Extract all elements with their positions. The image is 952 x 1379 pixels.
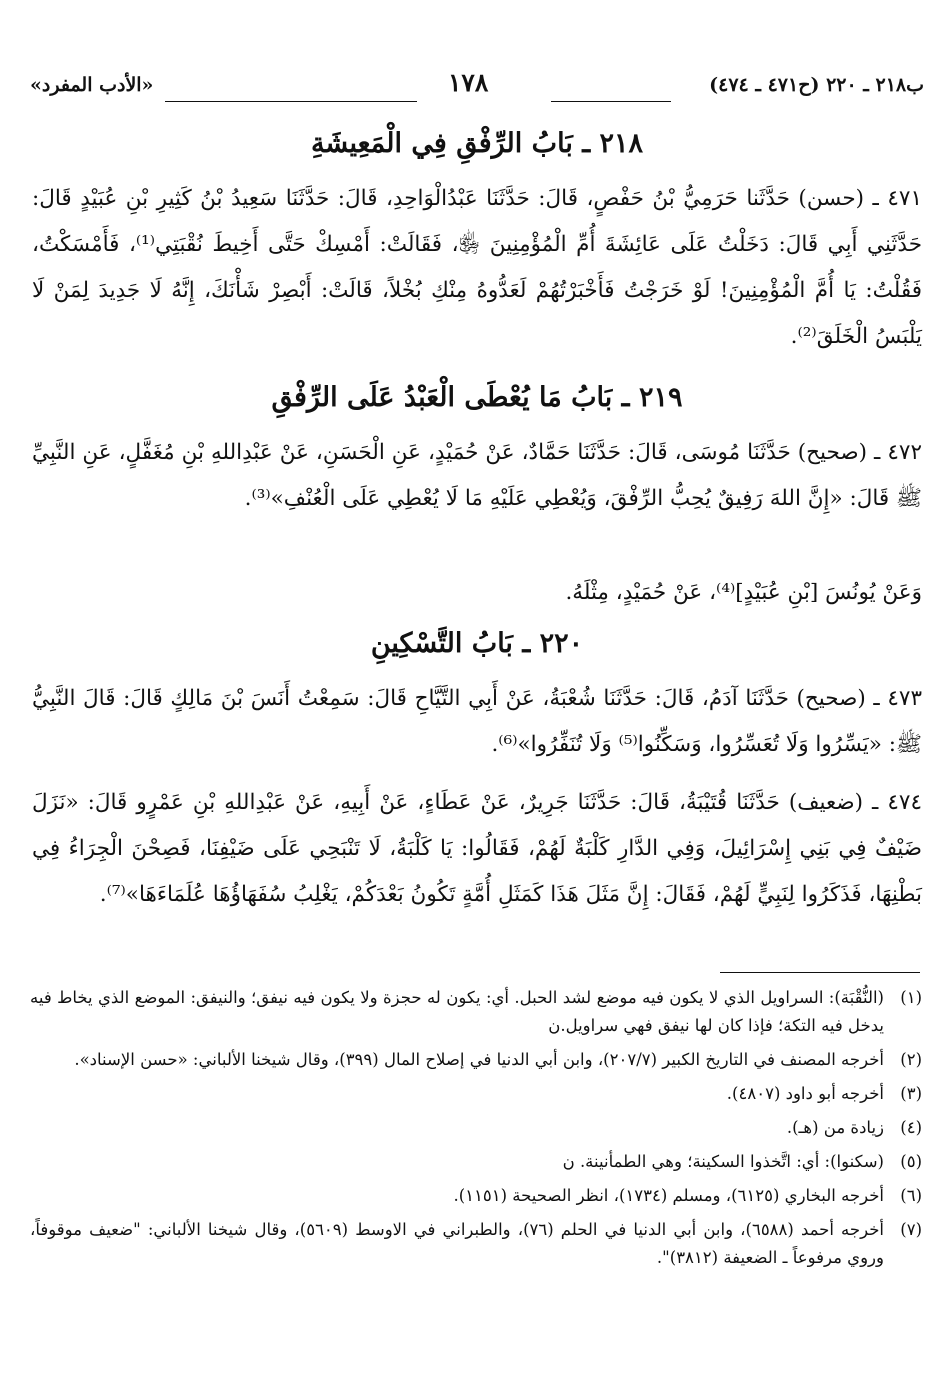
footnote	[30, 1148, 922, 1176]
footnote-text: زيادة من (هـ).	[786, 1118, 884, 1137]
footnote	[30, 984, 922, 1040]
footnote-number: (٧)	[900, 1220, 922, 1239]
hadith-paragraph: ٤٧٣ ـ (صحيح) حَدَّثَنَا آدَمُ، قَالَ: حَدَّثَنَا شُعْبَةُ، عَنْ أَبِي التَّيَّاحِ قَالَ: سَمِعْتُ أَنَسَ بْنَ مَالِكٍ قَالَ: قَالَ النَّبِيُّ ﷺ: «يَسِّرُوا وَلَا تُعَسِّرُوا، وَسَكِّنُوا⁽⁵⁾ وَلَا تُنَفِّرُوا»⁽⁶⁾.	[32, 686, 922, 757]
footnote	[30, 1046, 922, 1074]
page-number: ١٧٨	[448, 68, 489, 97]
footnote-number: (٦)	[900, 1186, 922, 1205]
book-title: «الأدب المفرد»	[30, 74, 154, 96]
footnote-number: (٤)	[900, 1118, 922, 1137]
footnote-text: (النُّقْبَة): السراويل الذي لا يكون فيه موضع لشد الحبل. أي: يكون له حجزة ولا يكون فيه نيفق؛ والنيفق: الموضع الذي يخاط فيه يدخل فيه التكة؛ فإذا كان لها نيفق فهي سراويل.ن	[30, 988, 884, 1035]
chapter-title: ٢١٨ ـ بَابُ الرِّفْقِ فِي الْمَعِيشَةِ	[310, 128, 644, 159]
footnote-number: (٣)	[900, 1084, 922, 1103]
hadith-paragraph: ٤٧١ ـ (حسن) حَدَّثَنا حَرَمِيُّ بْنُ حَفْصٍ، قَالَ: حَدَّثَنَا عَبْدُالْوَاحِدِ، قَالَ: حَدَّثَنَا سَعِيدُ بْنُ كَثِيرِ بْنِ عُبَيْدٍ قَالَ: حَدَّثَنِي أَبِي قَالَ: دَخَلْتُ عَلَى عَائِشَةَ أُمِّ الْمُؤْمِنِينَ ﵂، فَقَالَتْ: أَمْسِكْ حَتَّى أَخِيطَ نُقْبَتِي⁽¹⁾، فَأَمْسَكْتُ، فَقُلْتُ: يَا أُمَّ الْمُؤْمِنِينَ! لَوْ خَرَجْتُ فَأَخْبَرْتُهُمْ لَعَدُّوهُ مِنْكِ بُخْلاً، قَالَتْ: أَبْصِرْ شَأْنَكَ، إِنَّهُ لَا جَدِيدَ لِمَنْ لَا يَلْبَسُ الْخَلَقَ⁽²⁾.	[32, 186, 922, 349]
hadith-paragraph: وَعَنْ يُونُسَ [بْنِ عُبَيْدٍ]⁽⁴⁾، عَنْ حُمَيْدٍ، مِثْلَهُ.	[565, 580, 922, 605]
hadith-paragraph: ٤٧٢ ـ (صحيح) حَدَّثَنَا مُوسَى، قَالَ: حَدَّثَنَا حَمَّادٌ، عَنْ حُمَيْدٍ، عَنِ الْحَسَنِ، عَنْ عَبْدِاللهِ بْنِ مُغَفَّلٍ، عَنِ النَّبِيِّ ﷺ قَالَ: «إِنَّ اللهَ رَفِيقٌ يُحِبُّ الرِّفْقَ، وَيُعْطِي عَلَيْهِ مَا لَا يُعْطِي عَلَى الْعُنْفِ»⁽³⁾.	[32, 440, 922, 511]
header-rule	[551, 101, 671, 102]
footnote-text: أخرجه أحمد (٦٥٨٨)، وابن أبي الدنيا في الحلم (٧٦)، والطبراني في الاوسط (٥٦٠٩)، وقال شيخنا الألباني: "ضعيف موقوفاً، وروي مرفوعاً ـ الضعيفة (٣٨١٢)".	[30, 1220, 884, 1267]
hadith-paragraph: ٤٧٤ ـ (ضعيف) حَدَّثَنَا قُتَيْبَةُ، قَالَ: حَدَّثَنَا جَرِيرٌ، عَنْ عَطَاءٍ، عَنْ أَبِيهِ، عَنْ عَبْدِاللهِ بْنِ عَمْرٍو قَالَ: «نَزَلَ ضَيْفٌ فِي بَنِي إِسْرَائِيلَ، وَفِي الدَّارِ كَلْبَةٌ لَهُمْ، فَقَالُوا: يَا كَلْبَةُ، لَا تَنْبَحِي عَلَى ضَيْفِنَا، فَصِحْنَ الْجِرَاءُ فِي بَطْنِهَا، فَذَكَرُوا لِنَبِيٍّ لَهُمْ، فَقَالَ: إِنَّ مَثَلَ هَذَا كَمَثَلِ أُمَّةٍ تَكُونُ بَعْدَكُمْ، يَغْلِبُ سُفَهَاؤُهَا عُلَمَاءَهَا»⁽⁷⁾.	[32, 790, 922, 907]
footnote-text: أخرجه المصنف في التاريخ الكبير (٢٠٧/٧)، وابن أبي الدنيا في إصلاح المال (٣٩٩)، وقال شيخنا الألباني: «حسن الإسناد».	[74, 1050, 884, 1069]
chapter-title: ٢١٩ ـ بَابُ مَا يُعْطَى الْعَبْدُ عَلَى الرِّفْقِ	[271, 382, 683, 413]
footnote-number: (١)	[900, 988, 922, 1007]
footnote	[30, 1080, 922, 1108]
section-reference: ب٢١٨ ـ ٢٢٠ (ح٤٧١ ـ ٤٧٤)	[709, 74, 924, 96]
footnote	[30, 1114, 922, 1142]
footnote-separator	[720, 972, 920, 973]
header-rule	[165, 101, 417, 102]
chapter-title: ٢٢٠ ـ بَابُ التَّسْكِينِ	[370, 628, 584, 659]
footnote-number: (٥)	[900, 1152, 922, 1171]
footnote	[30, 1182, 922, 1210]
footnote-text: أخرجه البخاري (٦١٢٥)، ومسلم (١٧٣٤)، انظر الصحيحة (١١٥١).	[453, 1186, 884, 1205]
footnote-text: (سكنوا): أي: اتَّخذوا السكينة؛ وهي الطمأنينة. ن	[562, 1152, 884, 1171]
footnotes	[30, 984, 922, 1278]
footnote-number: (٢)	[900, 1050, 922, 1069]
footnote	[30, 1216, 922, 1272]
footnote-text: أخرجه أبو داود (٤٨٠٧).	[726, 1084, 884, 1103]
running-header	[30, 66, 924, 106]
